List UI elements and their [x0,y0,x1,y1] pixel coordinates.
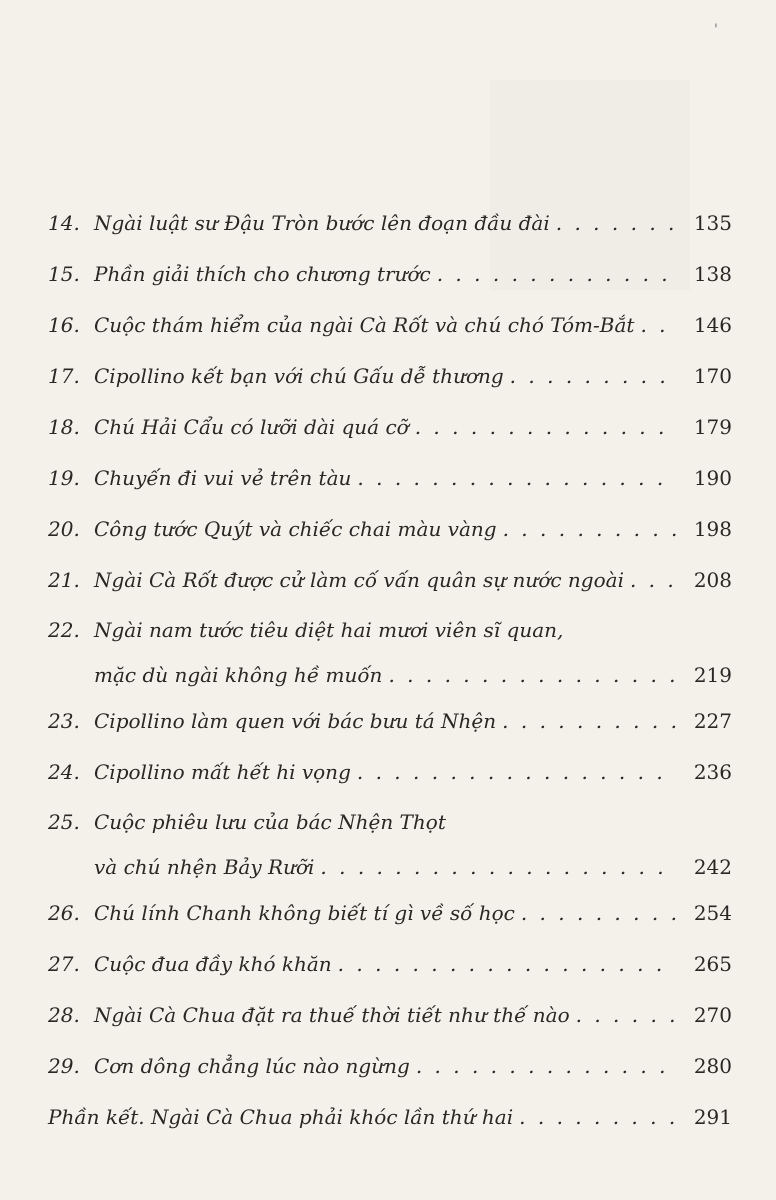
chapter-number: 25. [48,810,80,834]
toc-line [48,300,732,350]
toc-entry [48,351,732,401]
chapter-title: Chú lính Chanh không biết tí gì về số học [94,901,515,925]
page-corner-mark: ' [714,22,718,38]
toc-line [48,1092,732,1142]
page-number: 190 [693,466,732,490]
dot-leader [556,198,676,248]
chapter-number: 28. [48,1003,80,1027]
dot-leader [338,939,676,989]
dot-leader [437,249,676,299]
chapter-title: Cơn dông chẳng lúc nào ngừng [94,1054,410,1078]
toc-line [48,610,732,650]
chapter-title: Cuộc thám hiểm của ngài Cà Rốt và chú chó Tóm-Bắt [94,313,635,337]
page-number: 179 [693,415,732,439]
dot-leader [521,888,676,938]
toc-line [48,198,732,248]
toc-line [48,402,732,452]
chapter-title: Ngài luật sư Đậu Tròn bước lên đoạn đầu đài [94,211,550,235]
toc-line [48,504,732,554]
toc-entry [48,402,732,452]
chapter-title-continued: mặc dù ngài không hề muốn [94,663,383,687]
chapter-title: Cipollino làm quen với bác bưu tá Nhện [94,709,497,733]
page-number: 219 [693,663,732,687]
chapter-title: Cipollino kết bạn với chú Gấu dễ thương [94,364,504,388]
chapter-number: 16. [48,313,80,337]
chapter-title-continued: và chú nhện Bảy Rưỡi [94,855,315,879]
chapter-number: 15. [48,262,80,286]
chapter-number: 18. [48,415,80,439]
chapter-title: Chú Hải Cẩu có lưỡi dài quá cỡ [94,415,409,439]
dot-leader [630,555,676,605]
toc-line [48,990,732,1040]
toc-line [48,453,732,503]
toc-entry [48,747,732,797]
toc-entry [48,696,732,746]
toc-entry [48,555,732,605]
toc-line [48,1041,732,1091]
toc-entry [48,198,732,248]
dot-leader [320,842,676,892]
toc-line [48,802,732,842]
dot-leader [519,1092,676,1142]
page-number: 198 [693,517,732,541]
toc-entry [48,504,732,554]
chapter-number: 17. [48,364,80,388]
page-number: 170 [693,364,732,388]
toc-entry [48,990,732,1040]
page-number: 208 [693,568,732,592]
chapter-title: Ngài nam tước tiêu diệt hai mươi viên sĩ quan, [94,618,564,642]
toc-entry [48,610,732,700]
chapter-number: 29. [48,1054,80,1078]
dot-leader [510,351,676,401]
page-number: 265 [693,952,732,976]
dot-leader [416,1041,676,1091]
chapter-number: 26. [48,901,80,925]
toc-line [48,888,732,938]
toc-entry [48,939,732,989]
dot-leader [357,747,676,797]
page-number: 227 [693,709,732,733]
chapter-title: Cuộc đua đầy khó khăn [94,952,332,976]
chapter-number: 20. [48,517,80,541]
dot-leader [388,650,676,700]
page-number: 135 [693,211,732,235]
toc-line [48,249,732,299]
chapter-number: 24. [48,760,80,784]
chapter-title: Công tước Quýt và chiếc chai màu vàng [94,517,497,541]
toc-entry [48,249,732,299]
page-number: 146 [693,313,732,337]
dot-leader [503,504,676,554]
toc-line [48,351,732,401]
chapter-title: Cuộc phiêu lưu của bác Nhện Thọt [94,810,446,834]
page-number: 270 [693,1003,732,1027]
toc-line [48,555,732,605]
toc-entry-epilogue [48,1092,732,1142]
chapter-number: 23. [48,709,80,733]
toc-line [48,747,732,797]
page-number: 254 [693,901,732,925]
dot-leader [502,696,676,746]
toc-line-continued [48,650,732,700]
chapter-number: 22. [48,618,80,642]
page-number: 242 [693,855,732,879]
page-number: 280 [693,1054,732,1078]
toc-entry [48,300,732,350]
chapter-title: Chuyến đi vui vẻ trên tàu [94,466,352,490]
toc-entry [48,1041,732,1091]
epilogue-title: Phần kết. Ngài Cà Chua phải khóc lần thứ hai [48,1105,514,1129]
dot-leader [576,990,676,1040]
toc-entry [48,453,732,503]
chapter-number: 21. [48,568,80,592]
toc-line-continued [48,842,732,892]
toc-line [48,696,732,746]
chapter-number: 14. [48,211,80,235]
dot-leader [415,402,676,452]
dot-leader [640,300,676,350]
page-number: 138 [693,262,732,286]
chapter-title: Phần giải thích cho chương trước [94,262,431,286]
chapter-title: Ngài Cà Rốt được cử làm cố vấn quân sự nước ngoài [94,568,624,592]
chapter-title: Ngài Cà Chua đặt ra thuế thời tiết như thế nào [94,1003,570,1027]
dot-leader [357,453,676,503]
page-number: 236 [693,760,732,784]
toc-entry [48,888,732,938]
toc-entry [48,802,732,892]
chapter-number: 19. [48,466,80,490]
toc-line [48,939,732,989]
page-number: 291 [693,1105,732,1129]
chapter-title: Cipollino mất hết hi vọng [94,760,351,784]
chapter-number: 27. [48,952,80,976]
